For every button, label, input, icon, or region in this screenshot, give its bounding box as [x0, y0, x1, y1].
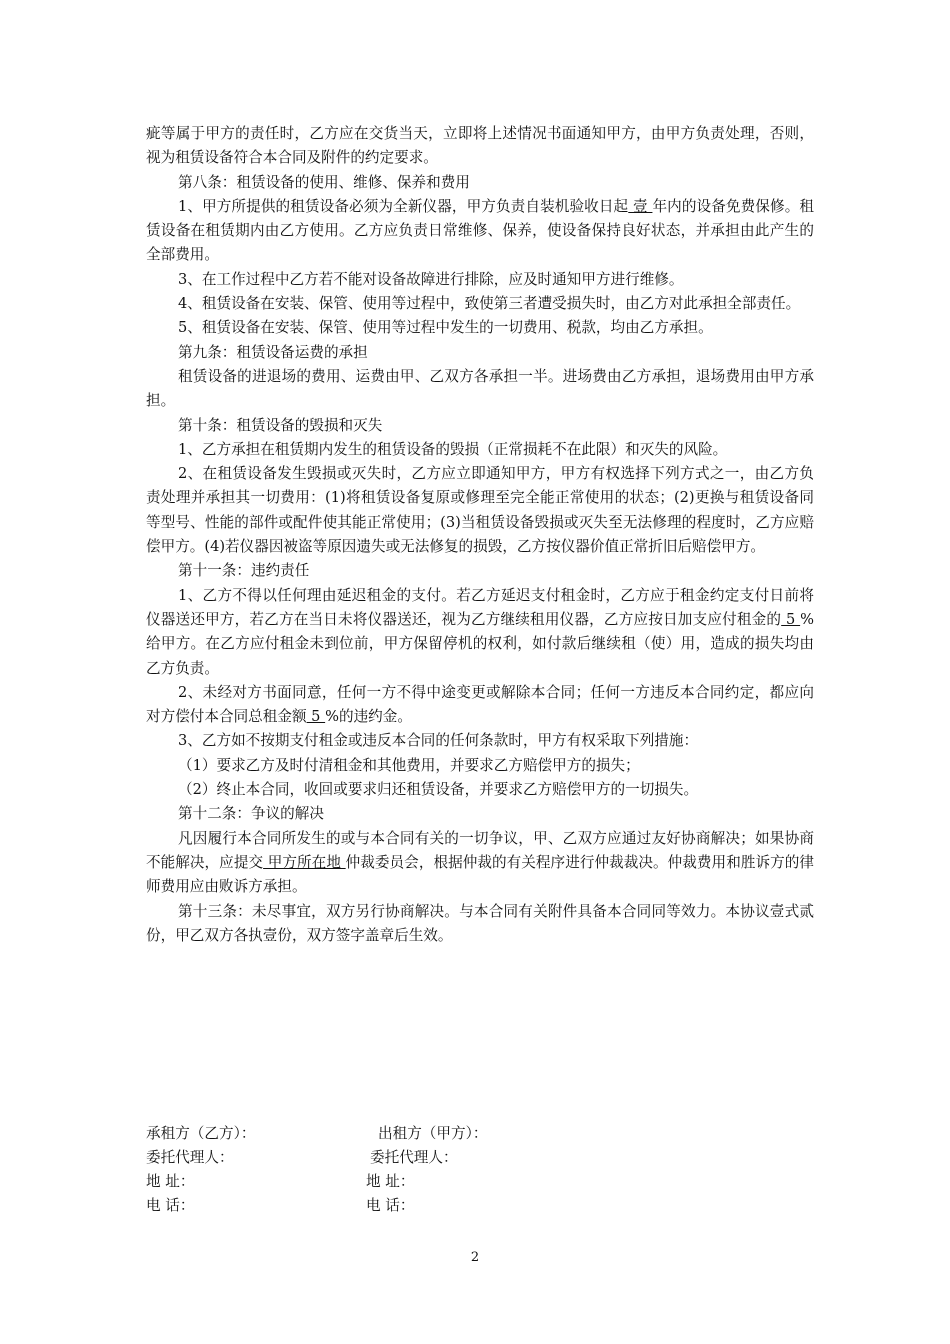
article-11-clause-3: 3、乙方如不按期支付租金或违反本合同的任何条款时，甲方有权采取下列措施： [178, 732, 699, 750]
page-number: 2 [470, 1250, 480, 1265]
article-11-clause-3-item-2: （2）终止本合同，收回或要求归还租赁设备，并要求乙方赔偿甲方的一切损失。 [178, 781, 699, 799]
article-13-clause: 第十三条：未尽事宜，双方另行协商解决。与本合同有关附件具备本合同同等效力。本协议壹式贰份，甲乙双方各执壹份，双方签字盖章后生效。 [146, 902, 814, 944]
lessee-phone-label: 电 话： [146, 1197, 195, 1214]
lessor-agent-label: 委托代理人： [370, 1149, 458, 1166]
article-10-clause-2: 2、在租赁设备发生毁损或灭失时，乙方应立即通知甲方，甲方有权选择下列方式之一，由乙方负责处理并承担其一切费用：(1)将租赁设备复原或修理至完全能正常使用的状态；(2)更换与租赁设备同等型号、性能的部件或配件使其能正常使用；(3)当租赁设备毁损或灭失至无法修理的程度时，乙方应赔偿甲方。(4)若仪器因被盗等原因遗失或无法修复的损毁，乙方按仪器价值正常折旧后赔偿甲方。 [146, 465, 814, 556]
article-8-clause-4: 4、租赁设备在安装、保管、使用等过程中，致使第三者遭受损失时，由乙方对此承担全部责任。 [178, 295, 801, 313]
lessee-address-label: 地 址： [146, 1173, 195, 1190]
article-8-clause-5: 5、租赁设备在安装、保管、使用等过程中发生的一切费用、税款，均由乙方承担。 [178, 319, 713, 337]
lessee-label: 承租方（乙方）： [146, 1125, 256, 1142]
breach-penalty-percent: 5 [306, 708, 326, 726]
article-11-title: 第十一条：违约责任 [178, 562, 310, 580]
arbitration-location: 甲方所在地 [263, 853, 346, 871]
article-10-title: 第十条：租赁设备的毁损和灭失 [178, 416, 383, 434]
lessee-agent-label: 委托代理人： [146, 1149, 234, 1166]
article-8-clause-3: 3、在工作过程中乙方若不能对设备故障进行排除，应及时通知甲方进行维修。 [178, 270, 684, 288]
article-9-clause-1: 租赁设备的进退场的费用、运费由甲、乙双方各承担一半。进场费由乙方承担，退场费用由甲方承担。 [146, 367, 814, 410]
warranty-years-value: 壹 [628, 197, 653, 215]
article-8-title: 第八条：租赁设备的使用、维修、保养和费用 [178, 173, 470, 191]
daily-penalty-percent: 5 [781, 610, 801, 628]
lessor-address-label: 地 址： [366, 1173, 415, 1190]
article-8-clause-1: 1、甲方所提供的租赁设备必须为全新仪器，甲方负责自装机验收日起 壹 年内的设备免费保修。租赁设备在租赁期内由乙方使用。乙方应负责日常维修、保养，使设备保持良好状态，并承担由此产生的全部费用。 [146, 197, 814, 264]
lessor-phone-label: 电 话： [366, 1197, 415, 1214]
contract-body [146, 122, 814, 948]
article-12-clause-1: 凡因履行本合同所发生的或与本合同有关的一切争议，甲、乙双方应通过友好协商解决；如果协商不能解决，应提交 甲方所在地 仲裁委员会，根据仲裁的有关程序进行仲裁裁决。仲裁费用和胜诉方的律师费用应由败诉方承担。 [146, 829, 814, 896]
article-12-title: 第十二条：争议的解决 [178, 805, 324, 823]
article-11-clause-1: 1、乙方不得以任何理由延迟租金的支付。若乙方延迟支付租金时，乙方应于租金约定支付日前将仪器送还甲方，若乙方在当日未将仪器送还，视为乙方继续租用仪器，乙方应按日加支应付租金的 5 %给甲方。在乙方应付租金未到位前，甲方保留停机的权利，如付款后继续租（使）用，造成的损失均由乙方负责。 [146, 586, 814, 677]
article-9-title: 第九条：租赁设备运费的承担 [178, 343, 368, 361]
article-11-clause-3-item-1: （1）要求乙方及时付清租金和其他费用，并要求乙方赔偿甲方的损失； [178, 756, 640, 774]
lessor-label: 出租方（甲方）： [378, 1125, 488, 1142]
paragraph-continuation: 疵等属于甲方的责任时，乙方应在交货当天，立即将上述情况书面通知甲方，由甲方负责处理，否则，视为租赁设备符合本合同及附件的约定要求。 [146, 125, 814, 167]
article-11-clause-2: 2、未经对方书面同意，任何一方不得中途变更或解除本合同；任何一方违反本合同约定，都应向对方偿付本合同总租金额 5 %的违约金。 [146, 683, 814, 726]
article-10-clause-1: 1、乙方承担在租赁期内发生的租赁设备的毁损（正常损耗不在此限）和灭失的风险。 [178, 440, 728, 458]
